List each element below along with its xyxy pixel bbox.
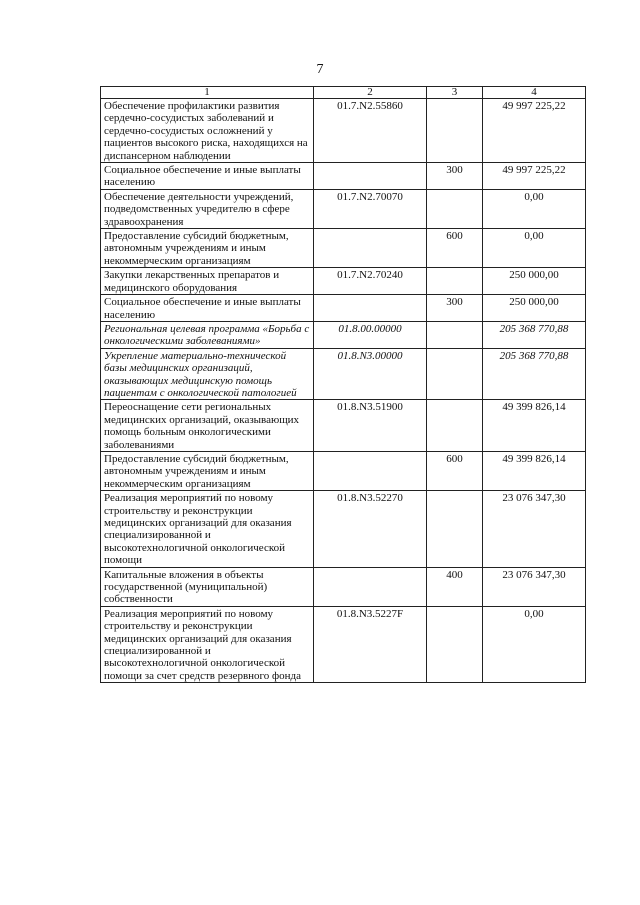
row-amount-cell: 0,00 [483, 189, 586, 228]
row-code-cell: 01.7.N2.70070 [314, 189, 427, 228]
row-code-cell [314, 451, 427, 490]
table-row [101, 567, 586, 606]
row-code-cell: 01.8.N3.52270 [314, 491, 427, 567]
table-row [101, 348, 586, 400]
row-code-cell: 01.8.N3.5227F [314, 606, 427, 682]
row-code-cell: 01.7.N2.70240 [314, 268, 427, 295]
row-amount-cell: 0,00 [483, 229, 586, 268]
table-row [101, 321, 586, 348]
row-name-cell: Реализация мероприятий по новому строительству и реконструкции медицинских организаций для оказания специализированной и высокотехнологичной онкологической помощи [101, 491, 314, 567]
table-row [101, 491, 586, 567]
row-expense-type-cell [427, 189, 483, 228]
row-expense-type-cell: 600 [427, 229, 483, 268]
row-expense-type-cell [427, 606, 483, 682]
row-expense-type-cell [427, 321, 483, 348]
row-amount-cell: 250 000,00 [483, 295, 586, 322]
row-amount-cell: 0,00 [483, 606, 586, 682]
row-code-cell: 01.8.N3.51900 [314, 400, 427, 452]
table-row [101, 606, 586, 682]
row-name-cell: Закупки лекарственных препаратов и медицинского оборудования [101, 268, 314, 295]
row-expense-type-cell: 300 [427, 295, 483, 322]
row-expense-type-cell: 300 [427, 163, 483, 190]
table-row [101, 268, 586, 295]
row-name-cell: Капитальные вложения в объекты государственной (муниципальной) собственности [101, 567, 314, 606]
table-row [101, 400, 586, 452]
row-amount-cell: 49 997 225,22 [483, 99, 586, 163]
row-amount-cell: 49 399 826,14 [483, 451, 586, 490]
row-name-cell: Социальное обеспечение и иные выплаты населению [101, 163, 314, 190]
row-name-cell: Предоставление субсидий бюджетным, автономным учреждениям и иным некоммерческим организациям [101, 229, 314, 268]
table-row [101, 229, 586, 268]
row-amount-cell: 205 368 770,88 [483, 348, 586, 400]
row-amount-cell: 49 997 225,22 [483, 163, 586, 190]
row-name-cell: Социальное обеспечение и иные выплаты населению [101, 295, 314, 322]
table-row [101, 99, 586, 163]
row-code-cell: 01.8.00.00000 [314, 321, 427, 348]
table-row [101, 163, 586, 190]
table-header-row [101, 87, 586, 99]
row-name-cell: Переоснащение сети региональных медицинских организаций, оказывающих помощь больным онкологическими заболеваниями [101, 400, 314, 452]
table-body [101, 99, 586, 683]
page-number: 7 [316, 62, 324, 77]
row-amount-cell: 23 076 347,30 [483, 491, 586, 567]
column-header-1: 1 [101, 87, 314, 99]
row-code-cell: 01.8.N3.00000 [314, 348, 427, 400]
row-expense-type-cell [427, 99, 483, 163]
row-amount-cell: 250 000,00 [483, 268, 586, 295]
row-code-cell: 01.7.N2.55860 [314, 99, 427, 163]
row-name-cell: Предоставление субсидий бюджетным, автономным учреждениям и иным некоммерческим организациям [101, 451, 314, 490]
row-name-cell: Обеспечение деятельности учреждений, подведомственных учредителю в сфере здравоохранения [101, 189, 314, 228]
column-header-2: 2 [314, 87, 427, 99]
row-expense-type-cell: 600 [427, 451, 483, 490]
row-name-cell: Укрепление материально-технической базы медицинских организаций, оказывающих медицинскую помощь пациентам с онкологической патологией [101, 348, 314, 400]
row-amount-cell: 205 368 770,88 [483, 321, 586, 348]
row-amount-cell: 23 076 347,30 [483, 567, 586, 606]
row-name-cell: Реализация мероприятий по новому строительству и реконструкции медицинских организаций для оказания специализированной и высокотехнологичной онкологической помощи за счет средств резервного фонда [101, 606, 314, 682]
column-header-4: 4 [483, 87, 586, 99]
row-amount-cell: 49 399 826,14 [483, 400, 586, 452]
row-name-cell: Региональная целевая программа «Борьба с онкологическими заболеваниями» [101, 321, 314, 348]
row-name-cell: Обеспечение профилактики развития сердечно-сосудистых заболеваний и сердечно-сосудистых осложнений у пациентов высокого риска, находящихся на диспансерном наблюдении [101, 99, 314, 163]
row-expense-type-cell [427, 268, 483, 295]
row-expense-type-cell: 400 [427, 567, 483, 606]
row-code-cell [314, 295, 427, 322]
row-expense-type-cell [427, 491, 483, 567]
table-row [101, 295, 586, 322]
row-expense-type-cell [427, 400, 483, 452]
row-code-cell [314, 163, 427, 190]
table-row [101, 189, 586, 228]
table-row [101, 451, 586, 490]
row-expense-type-cell [427, 348, 483, 400]
row-code-cell [314, 229, 427, 268]
row-code-cell [314, 567, 427, 606]
budget-table [100, 86, 586, 683]
column-header-3: 3 [427, 87, 483, 99]
